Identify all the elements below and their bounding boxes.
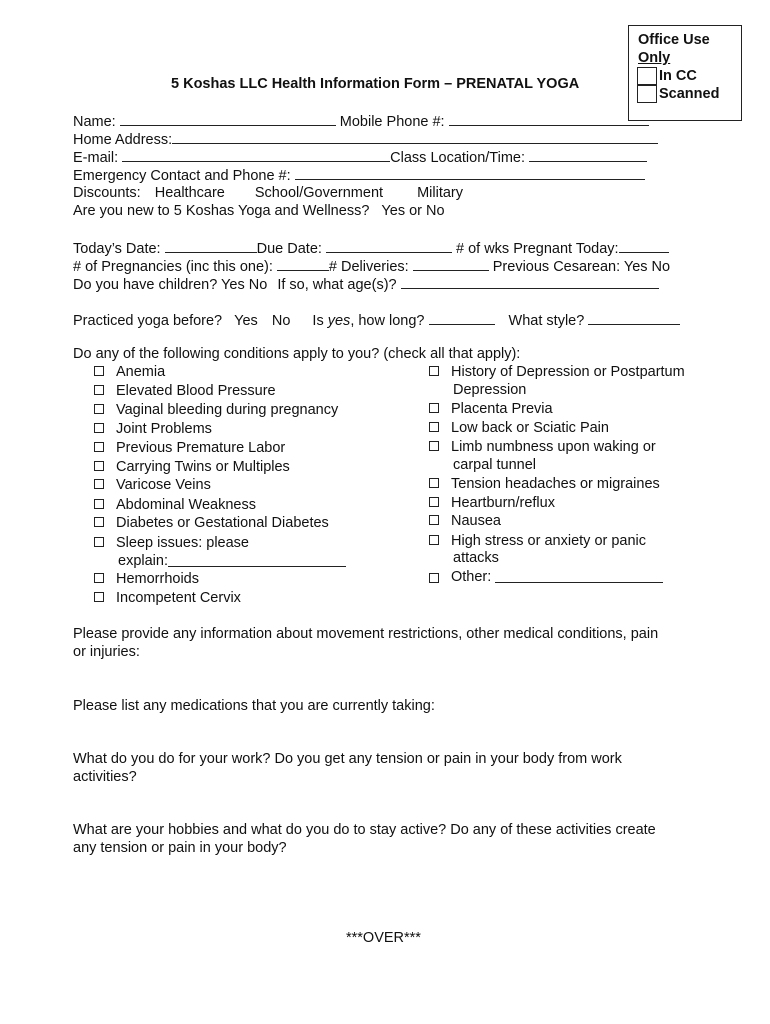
dates-row: Today’s Date: Due Date: # of wks Pregnant Today:	[73, 238, 669, 258]
discount-school[interactable]: School/Government	[254, 185, 384, 201]
form-title: 5 Koshas LLC Health Information Form – PRENATAL YOGA	[171, 76, 580, 92]
checkbox[interactable]	[94, 499, 104, 509]
checkbox[interactable]	[94, 461, 104, 471]
new-row: Are you new to 5 Koshas Yoga and Wellness? Yes or No	[73, 203, 445, 219]
condition-hemorrhoids: Hemorrhoids	[94, 570, 199, 588]
condition-other: Other:	[429, 568, 663, 588]
checkbox[interactable]	[94, 442, 104, 452]
yoga-row: Practiced yoga before? Yes No Is yes, how long? What style?	[73, 310, 680, 330]
condition-heartburn: Heartburn/reflux	[429, 494, 555, 512]
children-row: Do you have children? Yes No If so, what age(s)?	[73, 274, 659, 294]
num-pregnancies-field[interactable]	[277, 256, 329, 271]
name-row: Name: Mobile Phone #:	[73, 111, 649, 131]
condition-high-stress-cont: attacks	[453, 550, 499, 566]
condition-nausea: Nausea	[429, 512, 501, 530]
yoga-how-long-field[interactable]	[429, 310, 495, 325]
emergency-row: Emergency Contact and Phone #:	[73, 165, 645, 185]
email-row: E-mail: Class Location/Time:	[73, 147, 647, 167]
due-date-field[interactable]	[326, 238, 452, 253]
condition-depression: History of Depression or Postpartum	[429, 363, 685, 381]
office-in-cc: In CC	[637, 67, 697, 85]
movement-question: Please provide any information about movement restrictions, other medical conditions, pain or injuries:	[73, 626, 659, 660]
yoga-style-field[interactable]	[588, 310, 680, 325]
checkbox[interactable]	[429, 422, 439, 432]
checkbox[interactable]	[429, 535, 439, 545]
condition-premature-labor: Previous Premature Labor	[94, 439, 285, 457]
home-address-field[interactable]	[172, 129, 658, 144]
conditions-prompt: Do any of the following conditions apply to you? (check all that apply):	[73, 346, 521, 362]
class-location-field[interactable]	[529, 147, 647, 162]
name-field[interactable]	[120, 111, 336, 126]
discount-healthcare[interactable]: Healthcare	[154, 185, 225, 201]
children-ages-field[interactable]	[401, 274, 659, 289]
condition-limb-numbness: Limb numbness upon waking or	[429, 438, 656, 456]
condition-high-stress: High stress or anxiety or panic	[429, 532, 646, 550]
checkbox[interactable]	[94, 423, 104, 433]
condition-diabetes: Diabetes or Gestational Diabetes	[94, 514, 329, 532]
discount-military[interactable]: Military	[417, 185, 463, 201]
checkbox[interactable]	[94, 537, 104, 547]
footer-over: ***OVER***	[346, 930, 421, 946]
checkbox[interactable]	[429, 478, 439, 488]
yoga-yes[interactable]: Yes	[234, 313, 258, 329]
work-question: What do you do for your work? Do you get any tension or pain in your body from work activities?	[73, 751, 622, 785]
new-yes[interactable]: Yes	[381, 203, 406, 219]
todays-date-field[interactable]	[165, 238, 257, 253]
deliveries-field[interactable]	[413, 256, 489, 271]
checkbox[interactable]	[429, 441, 439, 451]
checkbox[interactable]	[94, 517, 104, 527]
office-use-box	[628, 25, 742, 121]
condition-joint-problems: Joint Problems	[94, 420, 212, 438]
condition-vaginal-bleeding: Vaginal bleeding during pregnancy	[94, 401, 338, 419]
medications-question: Please list any medications that you are currently taking:	[73, 698, 435, 714]
condition-twins: Carrying Twins or Multiples	[94, 458, 290, 476]
office-use-title: Office Use Only	[638, 32, 710, 66]
condition-low-back: Low back or Sciatic Pain	[429, 419, 609, 437]
pregnancies-row: # of Pregnancies (inc this one): # Deliveries: Previous Cesarean: Yes No	[73, 256, 670, 276]
checkbox[interactable]	[94, 366, 104, 376]
email-field[interactable]	[122, 147, 390, 162]
checkbox[interactable]	[429, 497, 439, 507]
in-cc-checkbox[interactable]	[637, 67, 657, 85]
condition-placenta-previa: Placenta Previa	[429, 400, 553, 418]
wks-pregnant-field[interactable]	[619, 238, 669, 253]
condition-elevated-bp: Elevated Blood Pressure	[94, 382, 276, 400]
checkbox[interactable]	[94, 385, 104, 395]
condition-sleep-issues: Sleep issues: please	[94, 534, 249, 552]
emergency-contact-field[interactable]	[295, 165, 645, 180]
office-scanned: Scanned	[637, 85, 719, 103]
condition-limb-numbness-cont: carpal tunnel	[453, 457, 537, 473]
scanned-checkbox[interactable]	[637, 85, 657, 103]
condition-abdominal-weakness: Abdominal Weakness	[94, 496, 256, 514]
condition-tension-headaches: Tension headaches or migraines	[429, 475, 660, 493]
condition-incompetent-cervix: Incompetent Cervix	[94, 589, 241, 607]
address-row: Home Address:	[73, 129, 658, 149]
condition-depression-cont: Depression	[453, 382, 527, 398]
discounts-row: Discounts: Healthcare School/Government Military	[73, 185, 463, 201]
yoga-no[interactable]: No	[271, 313, 291, 329]
checkbox[interactable]	[94, 404, 104, 414]
checkbox[interactable]	[429, 403, 439, 413]
hobbies-question: What are your hobbies and what do you do to stay active? Do any of these activities create any tension or pain in your body?	[73, 822, 656, 856]
checkbox[interactable]	[94, 573, 104, 583]
condition-anemia: Anemia	[94, 363, 165, 381]
checkbox[interactable]	[429, 366, 439, 376]
sleep-explain: explain:	[118, 552, 346, 572]
new-no[interactable]: No	[426, 203, 445, 219]
checkbox[interactable]	[429, 573, 439, 583]
condition-varicose-veins: Varicose Veins	[94, 476, 211, 494]
other-field[interactable]	[495, 568, 663, 583]
checkbox[interactable]	[94, 479, 104, 489]
checkbox[interactable]	[94, 592, 104, 602]
mobile-phone-field[interactable]	[449, 111, 649, 126]
sleep-explain-field[interactable]	[168, 552, 346, 567]
checkbox[interactable]	[429, 515, 439, 525]
